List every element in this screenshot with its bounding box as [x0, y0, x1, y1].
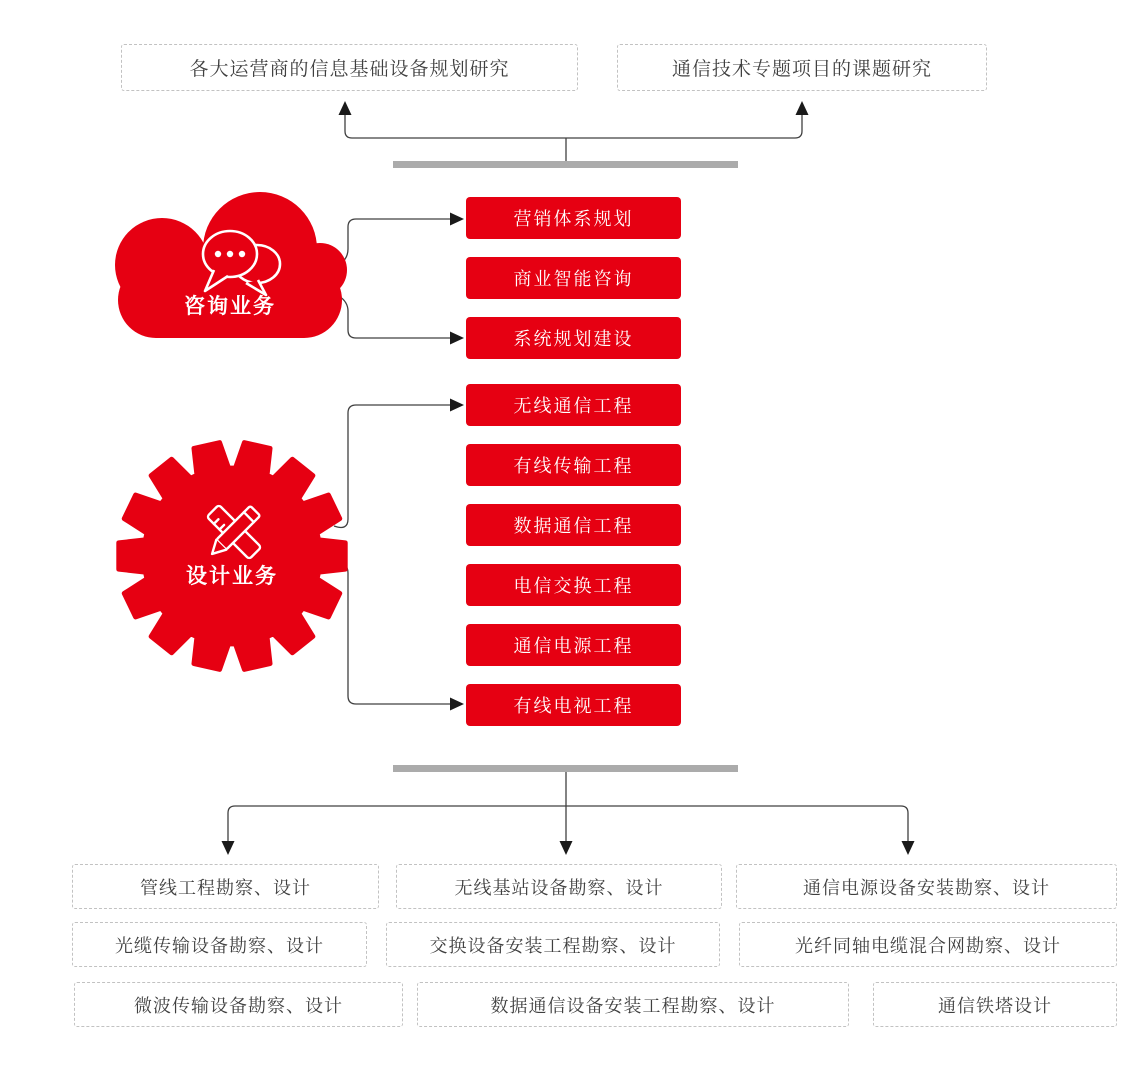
consulting-cloud [110, 185, 350, 345]
arrow-right-icon [450, 213, 464, 226]
arrow-right-icon [450, 332, 464, 345]
gear-body [119, 443, 345, 670]
survey-design-box: 无线基站设备勘察、设计 [396, 864, 722, 909]
connector-bar-top [393, 161, 738, 168]
gear-shape [112, 436, 352, 676]
design-item-box: 通信电源工程 [466, 624, 681, 666]
design-item-box: 电信交换工程 [466, 564, 681, 606]
arrow-up-icon [339, 101, 352, 115]
research-box: 各大运营商的信息基础设备规划研究 [121, 44, 578, 91]
survey-design-box: 通信铁塔设计 [873, 982, 1117, 1027]
cloud-shape [110, 185, 350, 345]
design-item-box: 数据通信工程 [466, 504, 681, 546]
arrow-right-icon [450, 399, 464, 412]
design-item-box: 无线通信工程 [466, 384, 681, 426]
design-item-box: 有线电视工程 [466, 684, 681, 726]
survey-design-box: 光缆传输设备勘察、设计 [72, 922, 367, 967]
consulting-item-box: 系统规划建设 [466, 317, 681, 359]
survey-design-box: 光纤同轴电缆混合网勘察、设计 [739, 922, 1117, 967]
design-label: 设计业务 [186, 565, 278, 588]
design-gear [112, 436, 352, 676]
arrow-down-icon [222, 841, 235, 855]
arrow-up-icon [796, 101, 809, 115]
arrow-right-icon [450, 698, 464, 711]
survey-design-box: 通信电源设备安装勘察、设计 [736, 864, 1117, 909]
arrow-down-icon [560, 841, 573, 855]
survey-design-box: 交换设备安装工程勘察、设计 [386, 922, 720, 967]
consulting-label: 咨询业务 [184, 295, 276, 318]
survey-design-box: 数据通信设备安装工程勘察、设计 [417, 982, 849, 1027]
survey-design-box: 管线工程勘察、设计 [72, 864, 379, 909]
research-box: 通信技术专题项目的课题研究 [617, 44, 987, 91]
consulting-item-box: 商业智能咨询 [466, 257, 681, 299]
survey-design-box: 微波传输设备勘察、设计 [74, 982, 403, 1027]
consulting-item-box: 营销体系规划 [466, 197, 681, 239]
design-item-box: 有线传输工程 [466, 444, 681, 486]
connector-bar-bottom [393, 765, 738, 772]
arrow-down-icon [902, 841, 915, 855]
